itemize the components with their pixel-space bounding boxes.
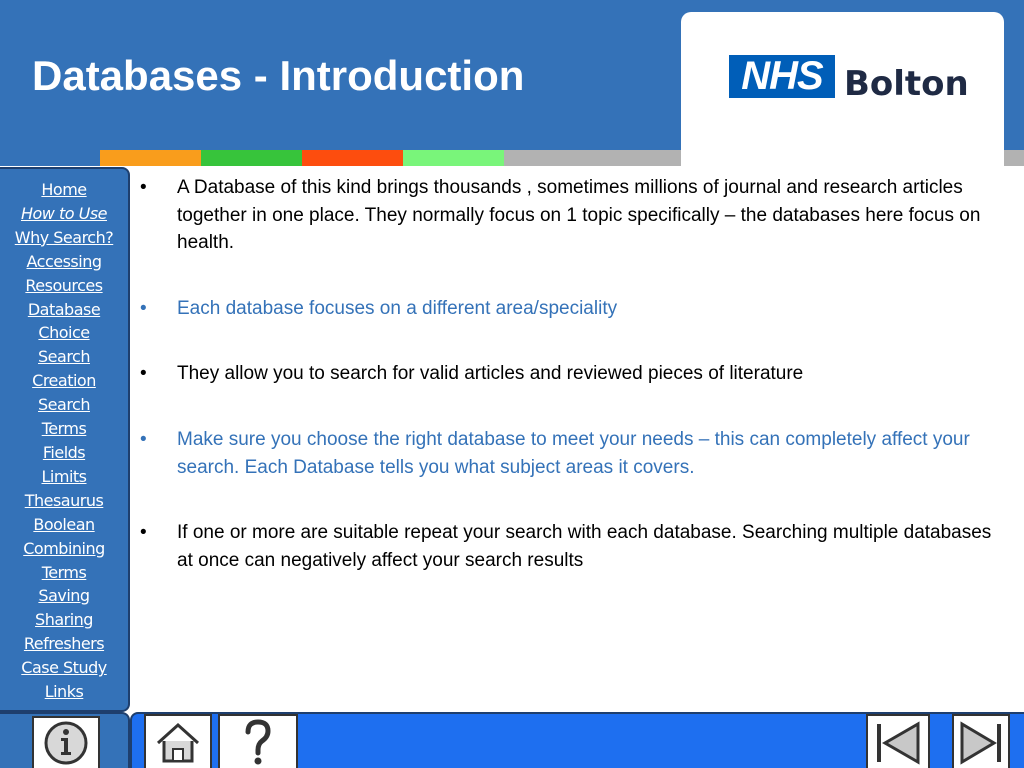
stripe-segment-green: [201, 150, 302, 166]
bullet-text: A Database of this kind brings thousands , sometimes millions of journal and research articles together in one place. They normally focus on 1 topic specifically – the databases here focus on health.: [177, 177, 981, 254]
nav-list: [0, 178, 128, 704]
navigation-toolbar: [130, 712, 1024, 768]
stripe-segment-orange: [100, 150, 201, 166]
previous-button[interactable]: [866, 714, 930, 768]
home-icon: [146, 716, 210, 768]
nav-link-accessing[interactable]: Accessing: [26, 251, 102, 271]
nav-link-fields[interactable]: Fields: [42, 442, 86, 462]
nav-link-search[interactable]: Search: [38, 347, 90, 367]
nav-link-boolean[interactable]: Boolean: [33, 514, 95, 534]
stripe-segment-light-green: [403, 150, 504, 166]
sidebar-nav: [0, 167, 130, 712]
organisation-name: Bolton: [844, 64, 969, 104]
bullet-text: They allow you to search for valid articles and reviewed pieces of literature: [177, 363, 804, 385]
stripe-segment-blue: [0, 150, 100, 166]
nav-link-limits[interactable]: Limits: [41, 466, 87, 486]
next-icon: [954, 716, 1008, 768]
help-button[interactable]: [218, 714, 298, 768]
nav-link-sharing[interactable]: Sharing: [35, 610, 93, 630]
bullet-marker: •: [140, 177, 147, 198]
bullet-text: If one or more are suitable repeat your search with each database. Searching multiple databases at once can negatively affect your search results: [177, 522, 992, 571]
bullet-marker: •: [140, 297, 147, 319]
nav-link-how-to-use[interactable]: How to Use: [20, 203, 108, 223]
nav-link-search-2[interactable]: Search: [38, 395, 90, 415]
info-button[interactable]: [32, 716, 100, 768]
bullet-marker: •: [140, 363, 147, 385]
bullet-item: [140, 295, 1000, 323]
logo-card: [681, 12, 1004, 170]
bullet-item: [140, 519, 1000, 574]
bullet-item: [140, 426, 1000, 481]
help-icon: [220, 716, 296, 768]
nav-link-home[interactable]: Home: [41, 180, 87, 199]
stripe-segment-grey: [504, 150, 681, 166]
nav-link-creation[interactable]: Creation: [32, 371, 96, 391]
bullet-item: [140, 174, 1000, 257]
stripe-segment-red: [302, 150, 403, 166]
page-title: Databases - Introduction: [32, 52, 525, 99]
main-content: [140, 174, 1000, 612]
nav-link-links[interactable]: Links: [44, 682, 84, 702]
stripe-segment-grey-end: [1004, 150, 1024, 166]
nav-link-terms[interactable]: Terms: [41, 419, 87, 439]
previous-icon: [868, 716, 928, 768]
nav-link-saving[interactable]: Saving: [38, 586, 90, 606]
nav-link-thesaurus[interactable]: Thesaurus: [24, 490, 104, 510]
nav-link-why-search[interactable]: Why Search?: [14, 227, 114, 247]
nhs-logo-text: NHS: [741, 54, 823, 98]
info-panel: [0, 712, 130, 768]
bullet-marker: •: [140, 428, 147, 450]
bullet-text: Each database focuses on a different area/speciality: [177, 297, 618, 319]
nav-link-resources[interactable]: Resources: [25, 275, 103, 295]
bullet-marker: •: [140, 522, 147, 544]
nav-link-case-study[interactable]: Case Study: [21, 658, 107, 678]
nhs-logo: [729, 55, 835, 98]
nav-link-refreshers[interactable]: Refreshers: [23, 634, 105, 654]
nav-link-combining[interactable]: Combining: [23, 538, 105, 558]
nav-link-terms-2[interactable]: Terms: [41, 562, 87, 582]
bullet-item: [140, 360, 1000, 388]
bullet-text: Make sure you choose the right database to meet your needs – this can completely affect your search. Each Database tells you what subject areas it covers.: [177, 428, 970, 478]
nav-link-choice[interactable]: Choice: [38, 323, 90, 343]
nav-link-database[interactable]: Database: [27, 299, 101, 319]
home-button[interactable]: [144, 714, 212, 768]
next-button[interactable]: [952, 714, 1010, 768]
info-icon: [34, 718, 98, 768]
